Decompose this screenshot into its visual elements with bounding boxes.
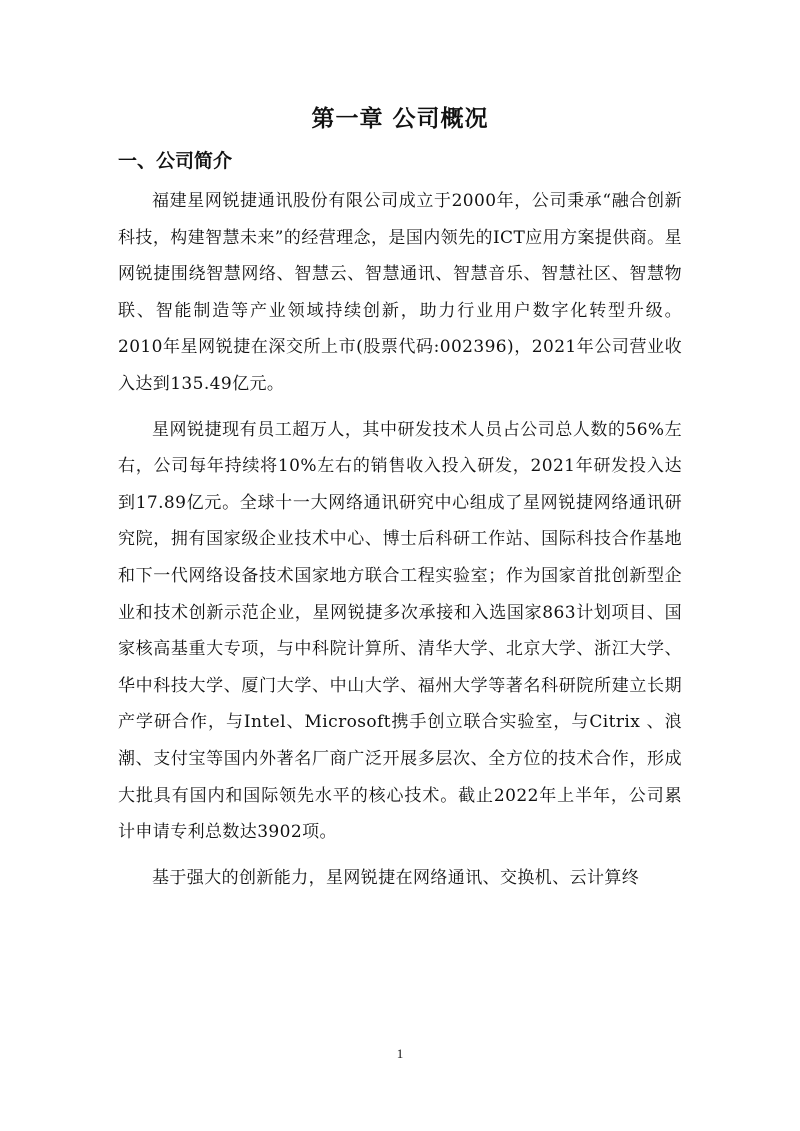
chapter-title: 第一章 公司概况 — [311, 106, 489, 132]
page-number: 1 — [396, 1046, 404, 1061]
body-text — [118, 183, 682, 905]
section-heading: 一、公司简介 — [118, 150, 233, 172]
paragraph-innovation: 基于强大的创新能力，星网锐捷在网络通讯、交换机、云计算终 — [152, 867, 640, 888]
paragraph-company-intro: 福建星网锐捷通讯股份有限公司成立于2000年，公司秉承“融合创新科技，构建智慧未来”的经营理念，是国内领先的ICT应用方案提供商。星网锐捷围绕智慧网络、智慧云、智慧通讯、智慧音乐、智慧社区、智慧物联、智能制造等产业领域持续创新，助力行业用户数字化转型升级。2010年星网锐捷在深交所上市(股票代码:002396)，2021年公司营业收入达到135.49亿元。 — [118, 191, 682, 394]
paragraph-rd-capability: 星网锐捷现有员工超万人，其中研发技术人员占公司总人数的56%左右，公司每年持续将10%左右的销售收入投入研发，2021年研发投入达到17.89亿元。全球十一大网络通讯研究中心组成了星网锐捷网络通讯研究院，拥有国家级企业技术中心、博士后科研工作站、国际科技合作基地和下一代网络设备技术国家地方联合工程实验室；作为国家首批创新型企业和技术创新示范企业，星网锐捷多次承接和入选国家863计划项目、国家核高基重大专项，与中科院计算所、清华大学、北京大学、浙江大学、华中科技大学、厦门大学、中山大学、福州大学等著名科研院所建立长期产学研合作，与Intel、Microsoft携手创立联合实验室，与Citrix 、浪潮、支付宝等国内外著名厂商广泛开展多层次、全方位的技术合作，形成大批具有国内和国际领先水平的核心技术。截止2022年上半年，公司累计申请专利总数达3902项。 — [118, 419, 682, 843]
